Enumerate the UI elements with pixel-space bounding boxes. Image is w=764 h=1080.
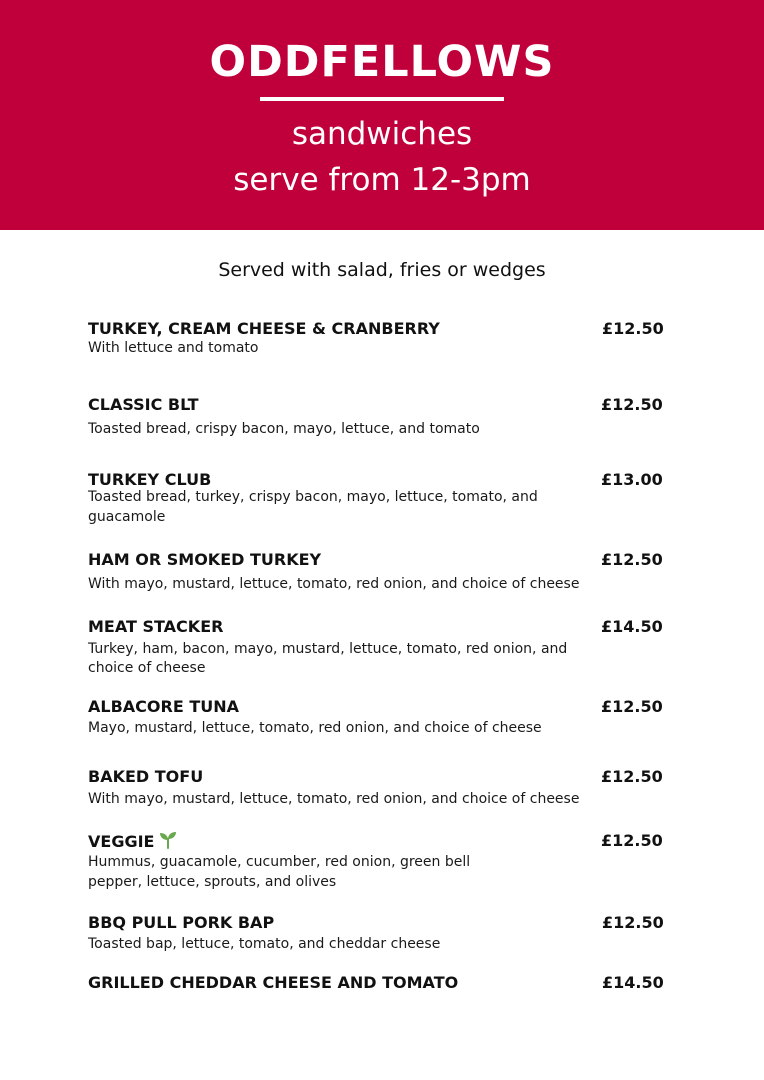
item-name: BBQ PULL PORK BAP — [88, 913, 275, 932]
item-description: Mayo, mustard, lettuce, tomato, red onion, and choice of cheese — [88, 720, 542, 736]
item-name: CLASSIC BLT — [88, 395, 199, 414]
item-price: £12.50 — [601, 767, 663, 786]
sprout-icon — [159, 831, 177, 854]
item-description: pepper, lettuce, sprouts, and olives — [88, 874, 337, 890]
item-description: With mayo, mustard, lettuce, tomato, red onion, and choice of cheese — [88, 791, 580, 807]
served-with-note: Served with salad, fries or wedges — [218, 259, 546, 281]
item-name: MEAT STACKER — [88, 617, 224, 636]
menu-header — [0, 0, 764, 230]
item-price: £12.50 — [601, 395, 663, 414]
item-price: £12.50 — [601, 550, 663, 569]
item-description: With mayo, mustard, lettuce, tomato, red onion, and choice of cheese — [88, 576, 580, 592]
item-price: £13.00 — [601, 470, 663, 489]
serving-hours: serve from 12-3pm — [233, 162, 531, 198]
item-name: VEGGIE — [88, 832, 155, 851]
item-name: TURKEY, CREAM CHEESE & CRANBERRY — [88, 319, 440, 338]
item-description: Toasted bread, crispy bacon, mayo, lettuce, and tomato — [88, 421, 480, 437]
item-description: choice of cheese — [88, 660, 206, 676]
item-name: TURKEY CLUB — [88, 470, 212, 489]
item-name: GRILLED CHEDDAR CHEESE AND TOMATO — [88, 973, 459, 992]
title-divider — [260, 97, 504, 101]
item-description: Hummus, guacamole, cucumber, red onion, green bell — [88, 854, 471, 870]
item-name: BAKED TOFU — [88, 767, 204, 786]
item-price: £12.50 — [601, 697, 663, 716]
item-price: £12.50 — [601, 831, 663, 850]
menu-subtitle: sandwiches — [291, 116, 473, 152]
item-description: Toasted bread, turkey, crispy bacon, mayo, lettuce, tomato, and — [88, 489, 538, 505]
item-description: guacamole — [88, 509, 166, 525]
item-price: £14.50 — [601, 617, 663, 636]
item-name: ALBACORE TUNA — [88, 697, 239, 716]
item-description: Turkey, ham, bacon, mayo, mustard, lettuce, tomato, red onion, and — [88, 641, 568, 657]
item-price: £12.50 — [602, 913, 664, 932]
restaurant-title: ODDFELLOWS — [209, 37, 555, 87]
item-price: £12.50 — [602, 319, 664, 338]
item-description: Toasted bap, lettuce, tomato, and cheddar cheese — [88, 936, 441, 952]
item-name: HAM OR SMOKED TURKEY — [88, 550, 322, 569]
item-description: With lettuce and tomato — [88, 340, 259, 356]
item-price: £14.50 — [602, 973, 664, 992]
